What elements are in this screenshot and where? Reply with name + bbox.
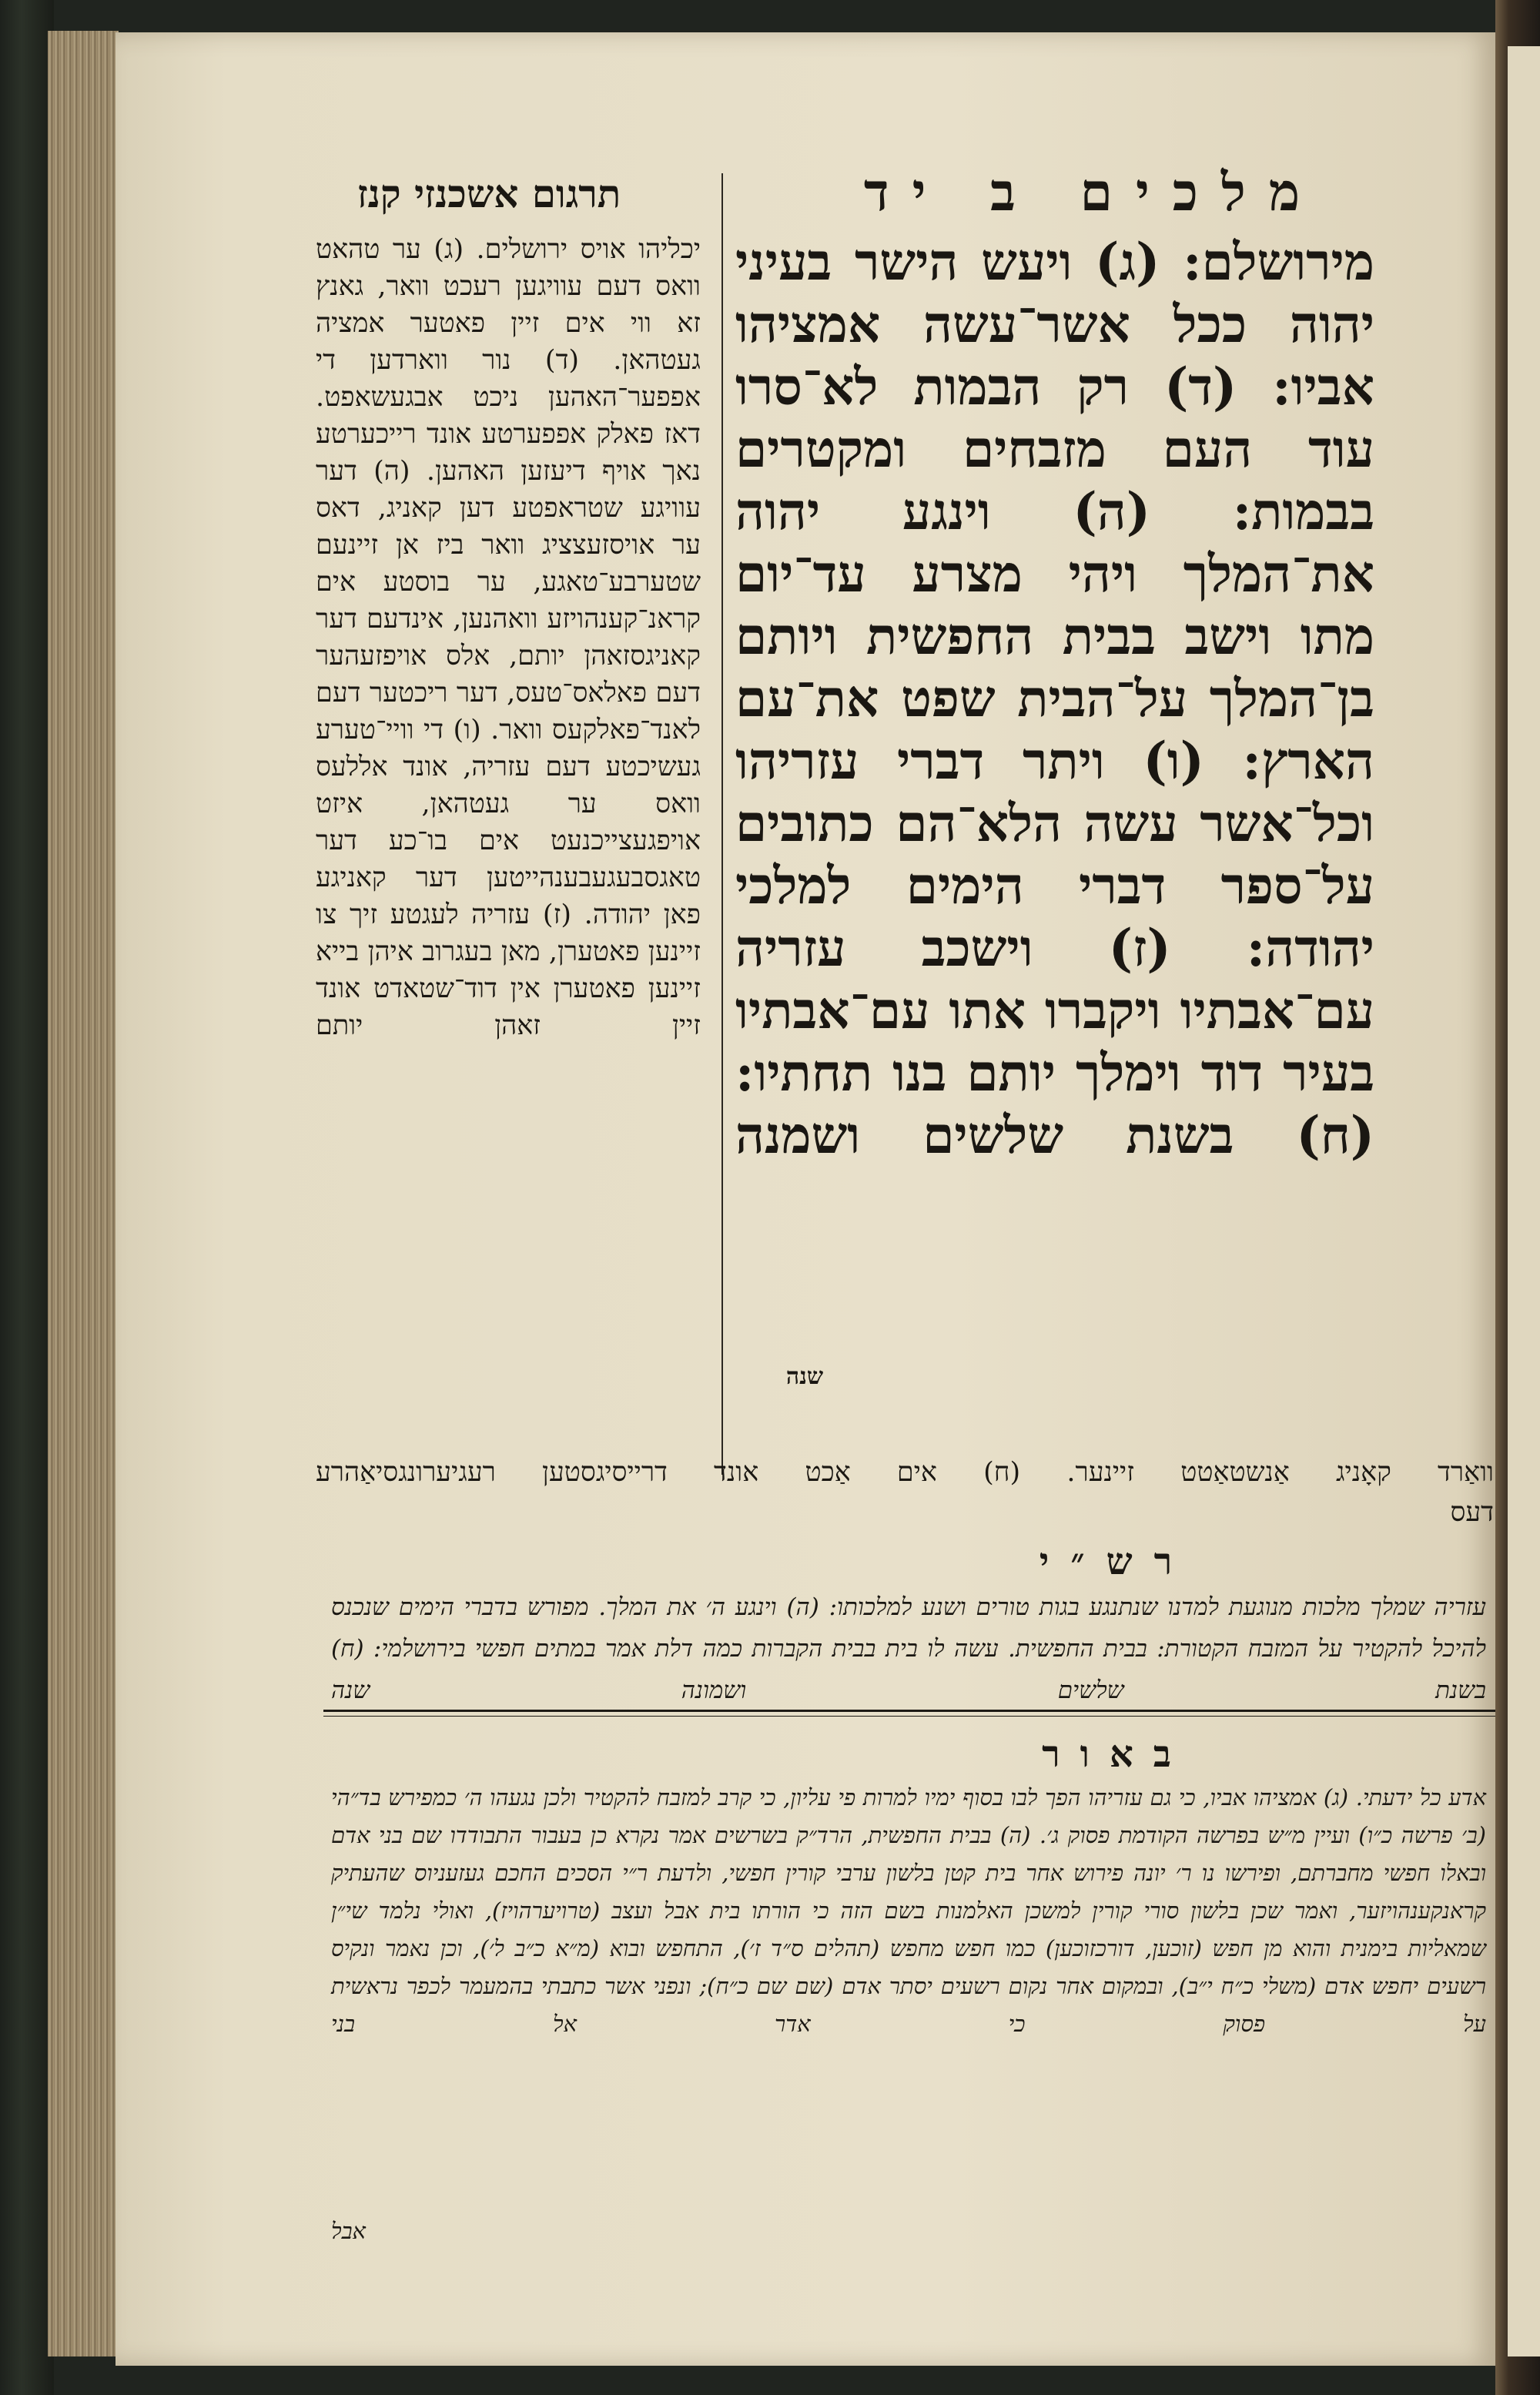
divider-rule-thin <box>323 1716 1495 1717</box>
biur-commentary: אדע כל ידעתי. (ג) אמציהו אביו, כי גם עזריהו הפך לבו בסוף ימיו למרות פי עליון, כי קרב למזבח להקטיר ולכן נגעהו ה׳ כמפירש בד״הי (ב׳ פרשה כ״ו) ועיין מ״ש בפרשה הקודמת פסוק ג׳. (ה) בבית החפשית, הרד״ק בשרשים אמר נקרא כן בעבור התבודדו שם בני אדם ובאלו חפשי מחברתם, ופירשו נו ר׳ יונה פירוש אחר בית קטן בלשון ערבי קורין חפשי, ולדעת ר״י הסכים החכם געזעניוס שהעתיק קראנקענהויזער, ואמר שכן בלשון סורי קורין למשכן האלמנות בשם הזה כי הורתו בית אבל ועצב (טרויערהויז), ואולי נלמד שי״ן שמאליות בימנית והוא מן חפש (זוכען, דורכזוכען) כמו חפש מחפש (תהלים ס״ד ז׳), התחפש ובוא (מ״א כ״ב ל׳), וכן נאמר ונקיס רשעים יחפש אדם (משלי כ״ח י״ב), ובמקום אחר נקום רשעים יסתר אדם (שם שם כ״ח); ונפני אשר כתבתי בהמעמר לכפר נראשית על פסוק כי אדר אל בני <box>331 1784 1486 2037</box>
german-translation-end: דעס <box>1450 1497 1494 1528</box>
facing-page-edge <box>1508 46 1540 2356</box>
divider-rule <box>323 1710 1495 1712</box>
german-column-title: תרגום אשכנזי קנז <box>357 171 621 216</box>
book-cover-left <box>0 0 54 2395</box>
catch-word-hebrew: שנה <box>785 1363 824 1390</box>
rashi-heading: רש״י <box>1039 1540 1194 1583</box>
column-divider <box>721 173 723 1475</box>
rashi-commentary: עזריה שמלך מלכות מנוגעת למדנו שנתנגע בגות טורים ושנע למלכותו: (ה) וינגע ה׳ את המלך. מפורש בדברי הימים שנכנס להיכל להקטיר על המזבח הקטורת: בבית החפשית. עשה לו בית בבית הקברות כמה דלת אמר במתים חפשי בירושלמי: (ח) בשנת שלשים ושמונה שנה <box>331 1593 1486 1704</box>
hebrew-running-head: מלכים ב יד <box>863 162 1324 223</box>
german-translation-continuation: וואַרד קאָניג אַנשטאַטט זיינער. (ח) אים אַכט אונד דרייסיגסטען רעגיערונגסיאַהרע <box>316 1457 1494 1488</box>
catchword: אבל <box>331 2218 366 2244</box>
hebrew-biblical-text: מירושלם: (ג) ויעש הישר בעיני יהוה ככל אשר־עשה אמציהו אביו: (ד) רק הבמות לא־סרו עוד העם מזבחים ומקטרים בבמות: (ה) וינגע יהוה את־המלך ויהי מצרע עד־יום מתו וישב בבית החפשית ויותם בן־המלך על־הבית שפט את־עם הארץ: (ו) ויתר דברי עזריהו וכל־אשר עשה הלא־הם כתובים על־ספר דברי הימים למלכי יהודה: (ז) וישכב עזריה עם־אבתיו ויקברו אתו עם־אבתיו בעיר דוד וימלך יותם בנו תחתיו: (ח) בשנת שלשים ושמנה <box>735 232 1374 1165</box>
page-edges <box>48 31 119 2356</box>
german-translation-text: יכליהו אויס ירושלים. (ג) ער טהאט וואס דעם עוויגען רעכט וואר, גאנץ זא ווי אים זיין פאטער אמציה געטהאן. (ד) נור ווארדען די אפפער־האהען ניכט אבגעשאפט. דאז פאלק אפפערטע אונד רייכערטע נאך אויף דיעזען האהען. (ה) דער עוויגע שטראפטע דען קאניג, דאס ער אויסזעצציג וואר ביז אן זיינעם שטערבע־טאגע, ער בוסטע אים קראנ־קענהויזע וואהנען, אינדעם דער קאניגסזאהן יותם, אלס אויפזעהער דעם פאלאס־טעס, דער ריכטער דעם לאנד־פאלקעס וואר. (ו) די וויי־טערע געשיכטע דעם עזריה, אונד אללעס וואס ער געטהאן, איזט אויפגעצייכנעט אים בו־כע דער טאגסבעגעבענהייטען דער קאניגע פאן יהודה. (ז) עזריה לעגטע זיך צו זיינען פאטערן, מאן בעגרוב איהן בייא זיינען פאטערן אין דוד־שטאדט אונד זיין זאהן יותם <box>316 234 701 1041</box>
biur-heading: באור <box>1042 1733 1191 1776</box>
